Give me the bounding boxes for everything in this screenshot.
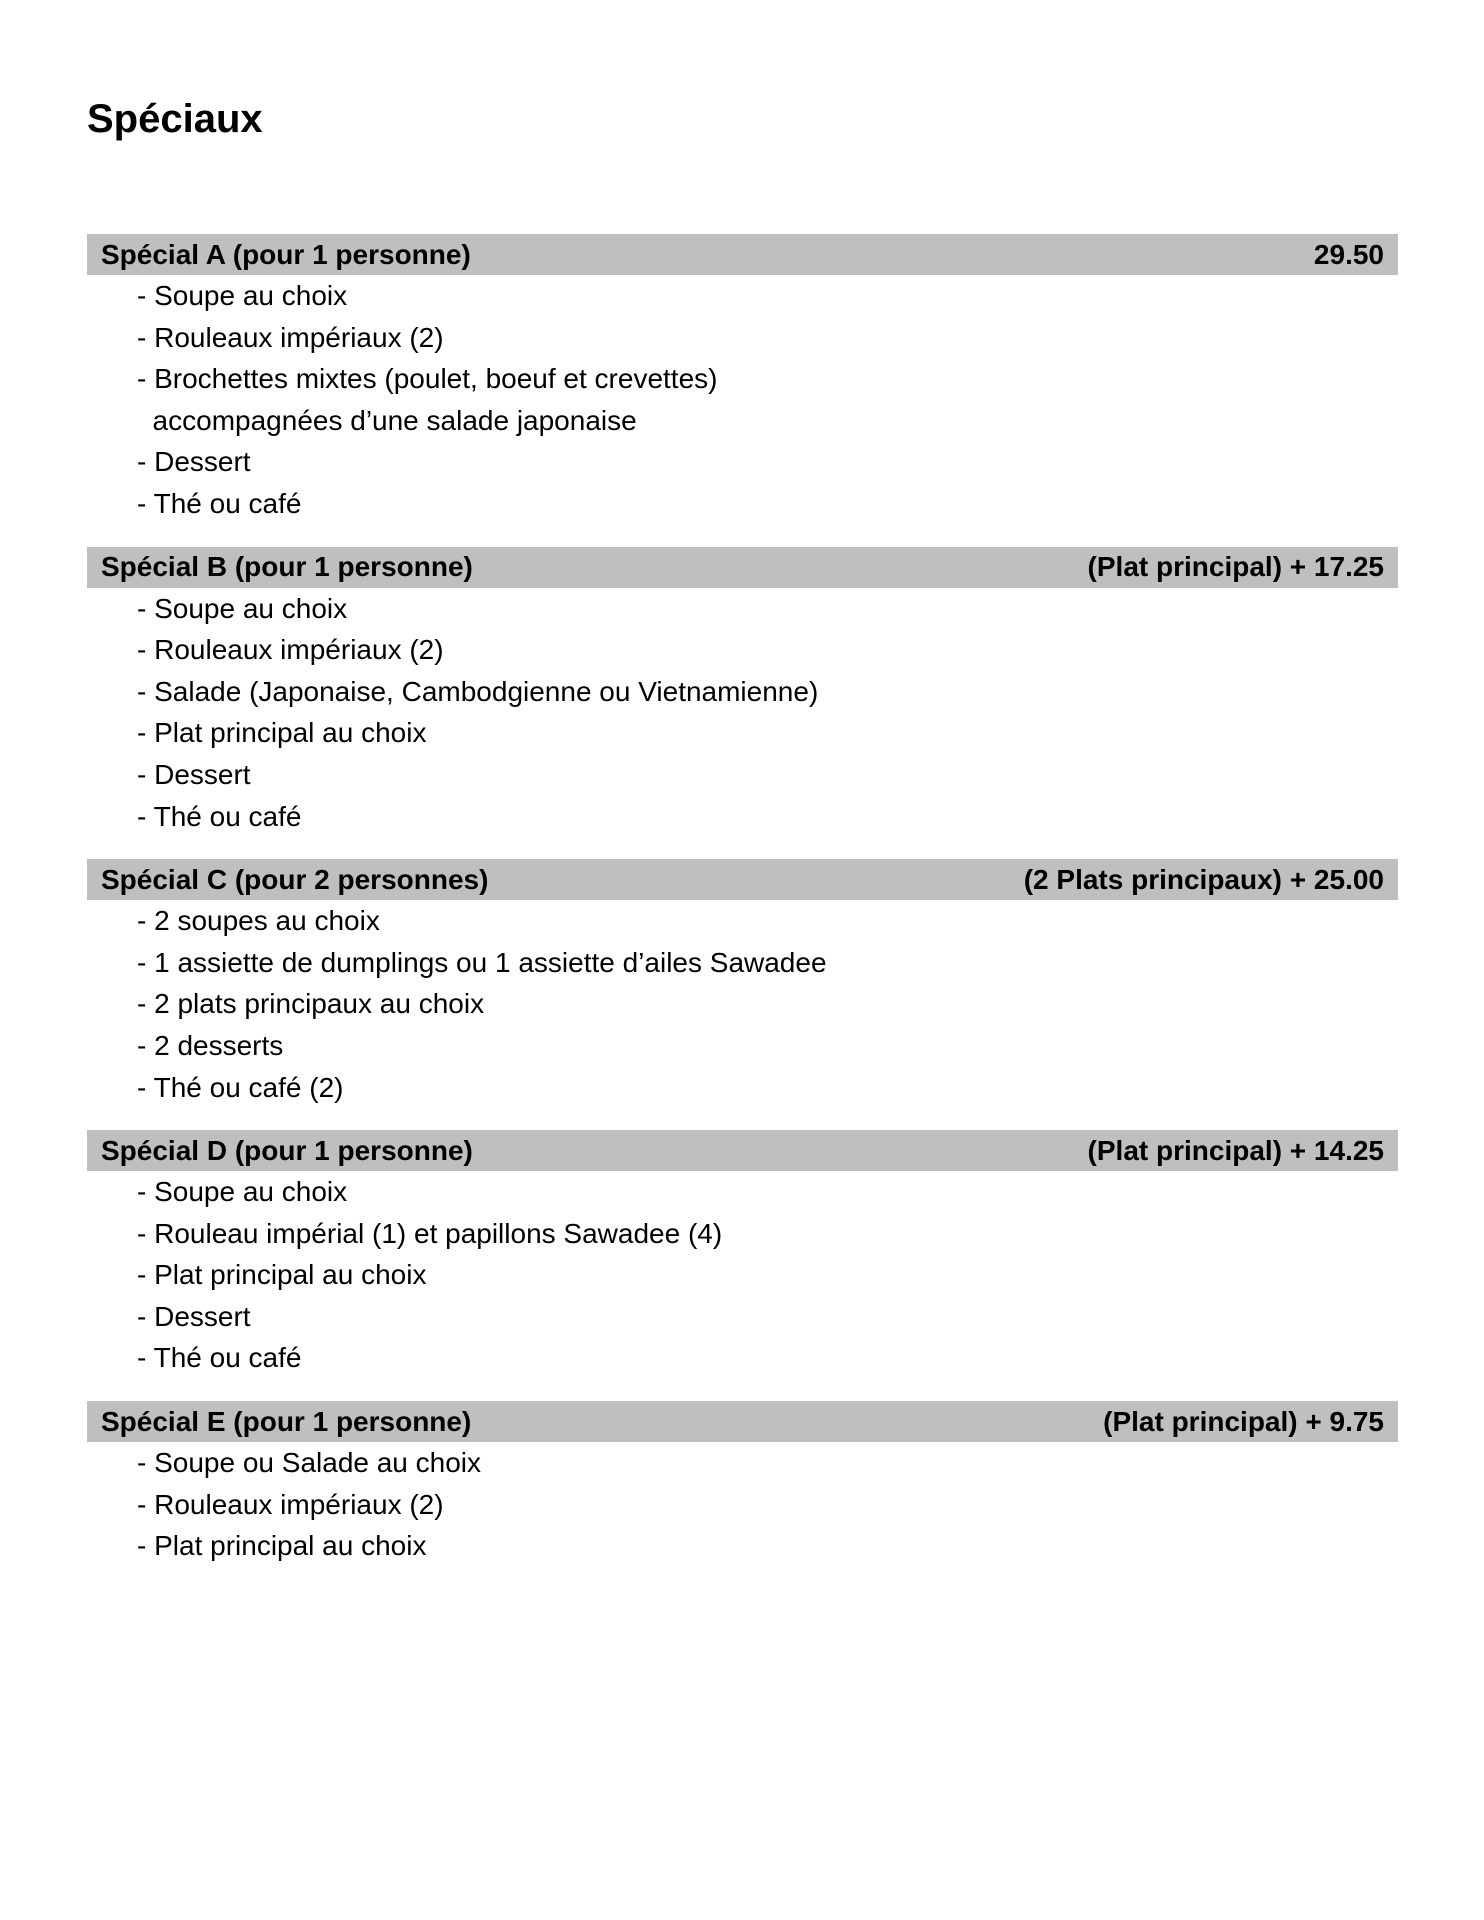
list-item: - Plat principal au choix (137, 717, 427, 749)
list-item: - Soupe au choix (137, 592, 348, 624)
list-item: - Thé ou café (137, 487, 302, 519)
special-section (87, 547, 1398, 838)
special-price: (2 Plats principaux) + 25.00 (1023, 863, 1384, 895)
special-price: 29.50 (1313, 238, 1384, 270)
page-title: Spéciaux (87, 97, 263, 141)
list-item: accompagnées d’une salade japonaise (137, 404, 637, 436)
special-name: Spécial A (pour 1 personne) (101, 238, 471, 270)
list-item: - 2 soupes au choix (137, 905, 380, 937)
special-items-list (87, 900, 1398, 1108)
list-item: - 2 desserts (137, 1029, 284, 1061)
special-section (87, 859, 1398, 1108)
list-item: - Soupe ou Salade au choix (137, 1447, 482, 1479)
special-price: (Plat principal) + 17.25 (1087, 551, 1384, 583)
list-item: - Plat principal au choix (137, 1530, 427, 1562)
special-section (87, 234, 1398, 525)
special-header (87, 1401, 1398, 1442)
list-item: - Dessert (137, 446, 251, 478)
list-item: - 2 plats principaux au choix (137, 988, 485, 1020)
special-header (87, 234, 1398, 275)
list-item: - Soupe au choix (137, 1176, 348, 1208)
list-item: - Rouleau impérial (1) et papillons Sawadee (4) (137, 1217, 723, 1249)
list-item: - Rouleaux impériaux (2) (137, 634, 444, 666)
list-item: - 1 assiette de dumplings ou 1 assiette d’ailes Sawadee (137, 946, 827, 978)
special-header (87, 1130, 1398, 1171)
special-price: (Plat principal) + 9.75 (1103, 1405, 1384, 1437)
special-header (87, 859, 1398, 900)
list-item: - Thé ou café (137, 800, 302, 832)
list-item: - Dessert (137, 1300, 251, 1332)
list-item: - Salade (Japonaise, Cambodgienne ou Vietnamienne) (137, 675, 819, 707)
special-name: Spécial C (pour 2 personnes) (101, 863, 489, 895)
specials-list (87, 234, 1398, 1589)
list-item: - Dessert (137, 758, 251, 790)
special-items-list (87, 1171, 1398, 1379)
special-items-list (87, 588, 1398, 838)
special-name: Spécial B (pour 1 personne) (101, 551, 473, 583)
special-items-list (87, 1442, 1398, 1567)
special-section (87, 1130, 1398, 1379)
special-name: Spécial E (pour 1 personne) (101, 1405, 472, 1437)
list-item: - Thé ou café (137, 1342, 302, 1374)
special-price: (Plat principal) + 14.25 (1087, 1134, 1384, 1166)
list-item: - Thé ou café (2) (137, 1071, 344, 1103)
special-section (87, 1401, 1398, 1567)
list-item: - Brochettes mixtes (poulet, boeuf et crevettes) (137, 363, 718, 395)
list-item: - Rouleaux impériaux (2) (137, 1488, 444, 1520)
special-name: Spécial D (pour 1 personne) (101, 1134, 473, 1166)
list-item: - Plat principal au choix (137, 1259, 427, 1291)
list-item: - Soupe au choix (137, 280, 348, 311)
special-header (87, 547, 1398, 588)
special-items-list (87, 275, 1398, 525)
list-item: - Rouleaux impériaux (2) (137, 321, 444, 353)
